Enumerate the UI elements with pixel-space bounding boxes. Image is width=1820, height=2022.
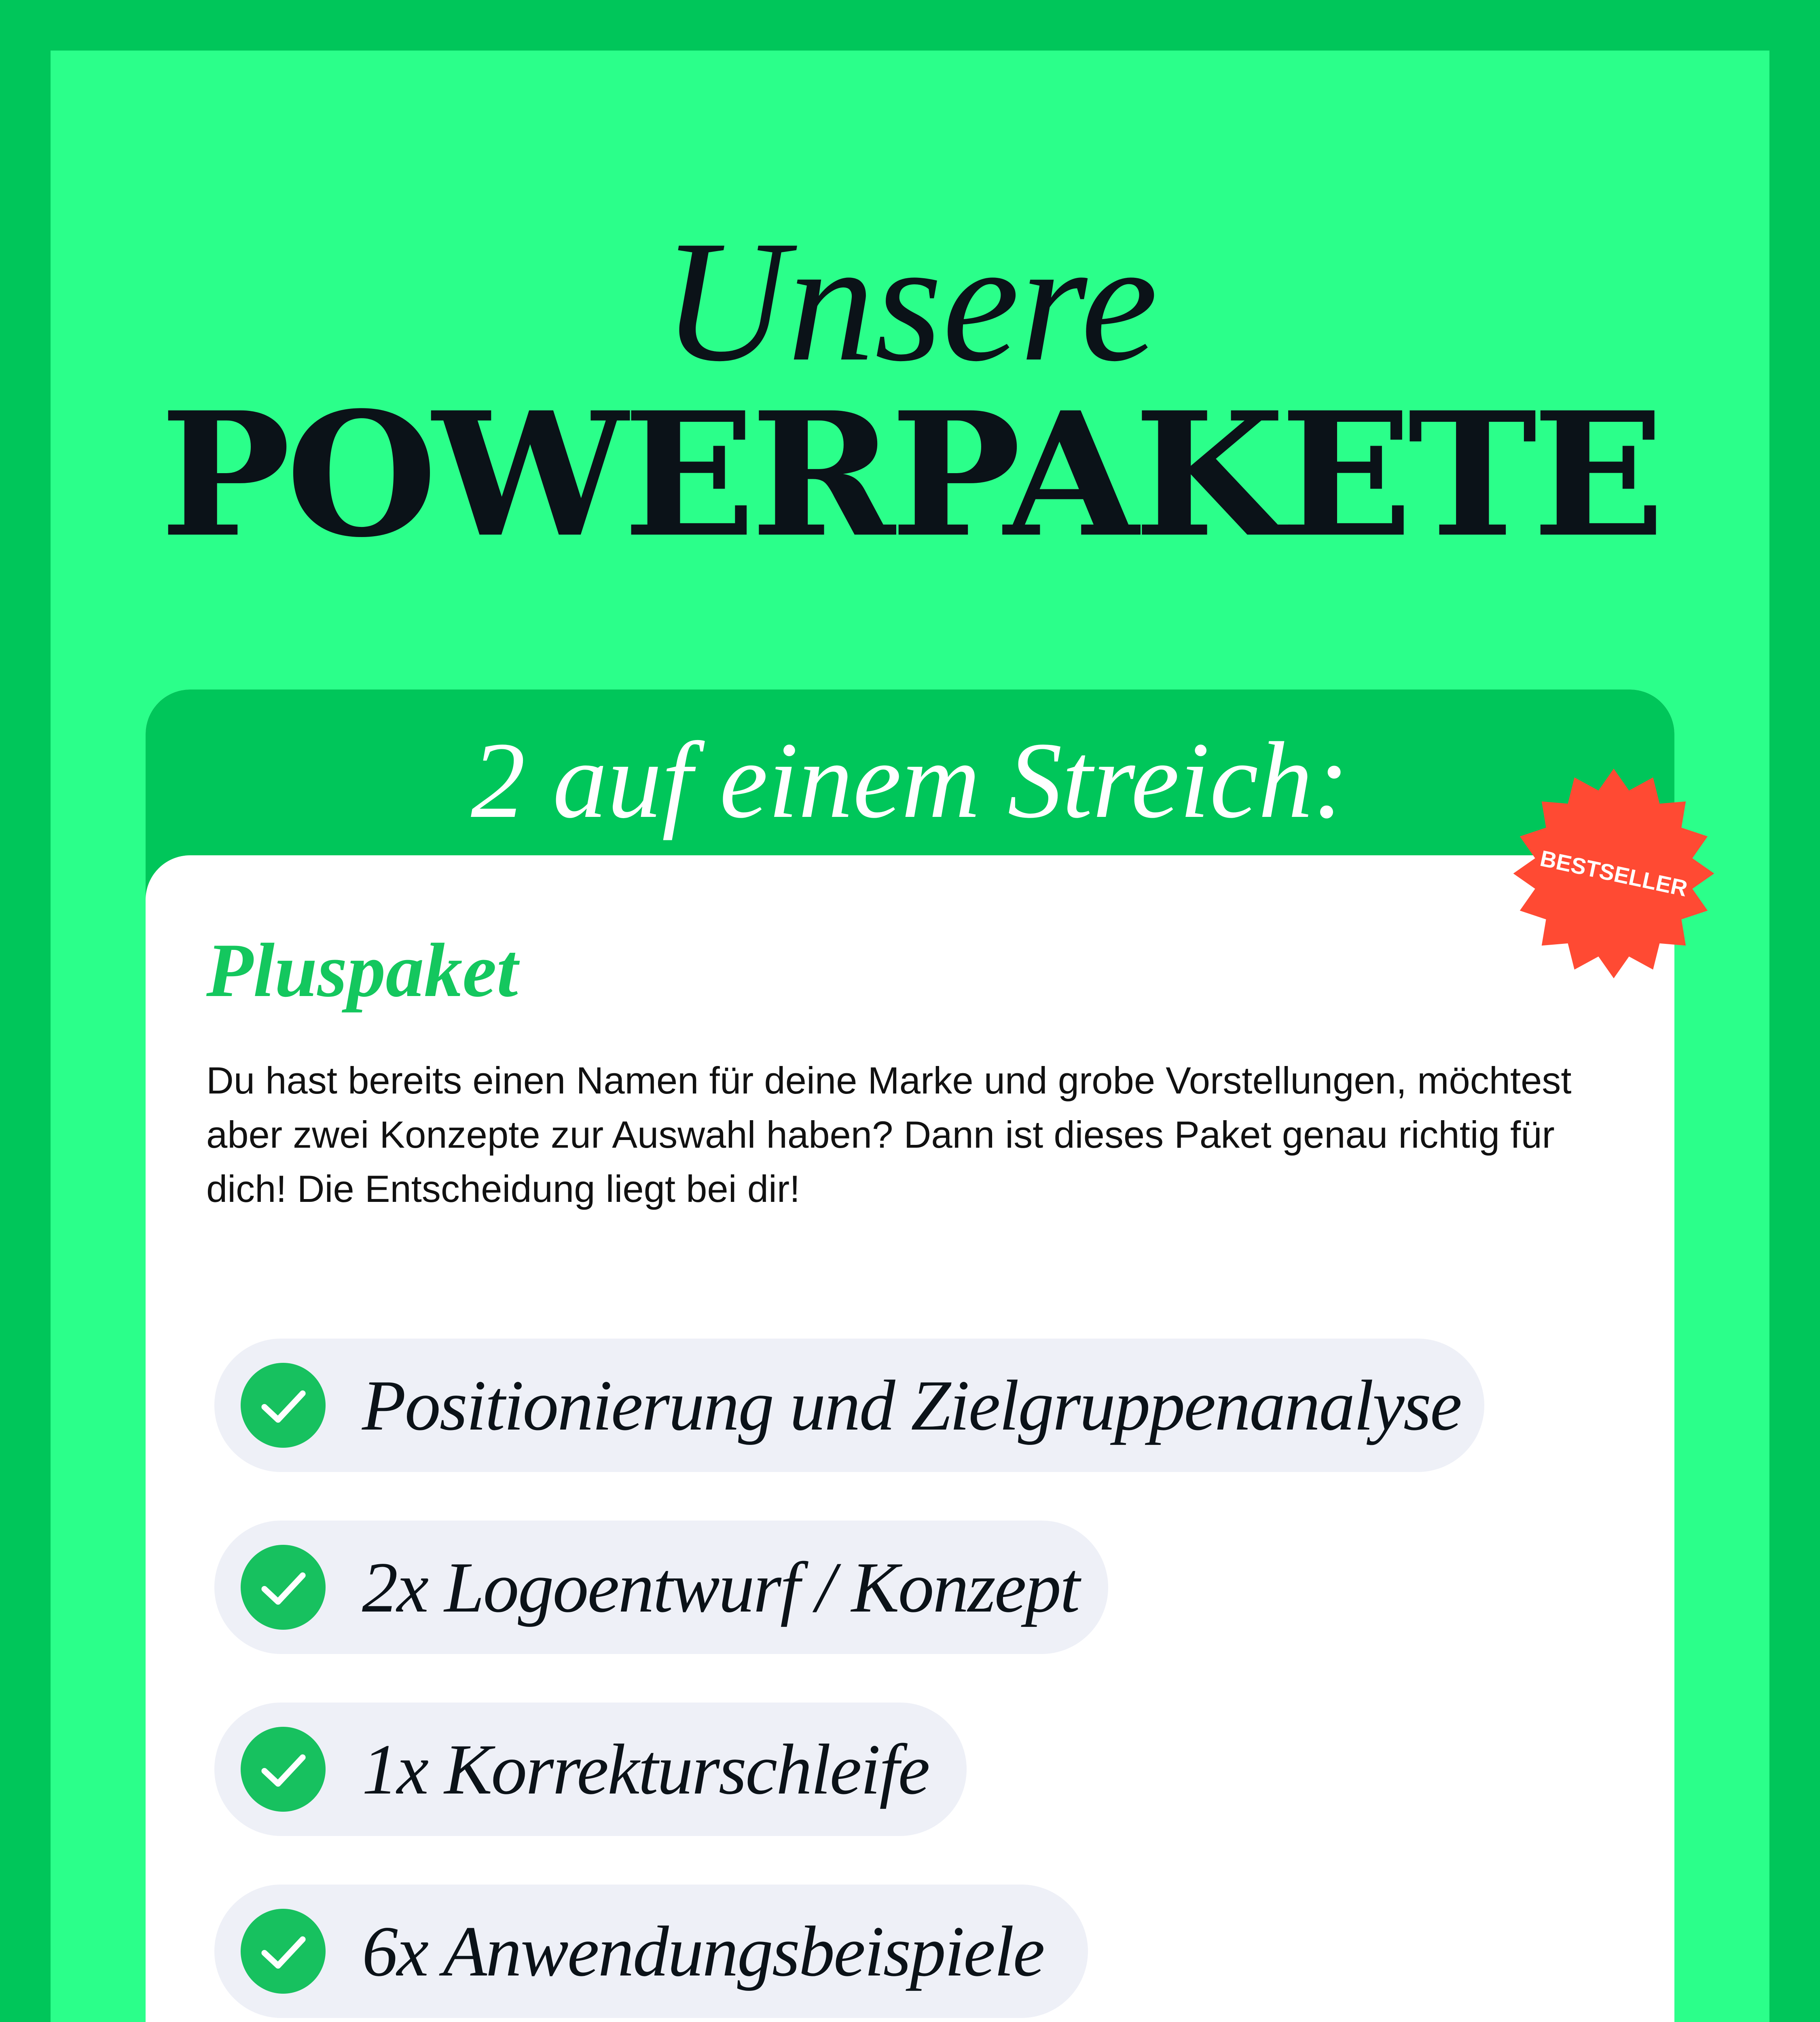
feature-label: 1x Korrekturschleife: [362, 1729, 929, 1809]
bestseller-badge: [1505, 764, 1723, 983]
feature-item: [214, 1703, 967, 1836]
heading-powerpakete: POWERPAKETE: [160, 375, 1660, 575]
feature-label: 6x Anwendungsbeispiele: [362, 1911, 1044, 1991]
check-circle-icon: [241, 1363, 326, 1448]
heading-unsere: Unsere: [662, 205, 1158, 398]
card-header-title: 2 auf einem Streich:: [471, 720, 1349, 841]
check-circle-icon: [241, 1909, 326, 1994]
package-title: Pluspaket: [206, 928, 518, 1013]
check-circle-icon: [241, 1545, 326, 1630]
badge-label: BESTSELLER: [1538, 845, 1690, 901]
feature-label: Positionierung und Zielgruppenanalyse: [362, 1365, 1461, 1445]
feature-item: [214, 1339, 1484, 1472]
package-description: Du hast bereits einen Namen für deine Marke und grobe Vorstellungen, möchtest aber zwei Konzepte zur Auswahl haben? Dann ist dieses Paket genau richtig für dich! Die Entscheidung liegt bei dir!: [206, 1059, 1572, 1210]
feature-item: [214, 1521, 1108, 1654]
feature-item: [214, 1885, 1088, 2018]
feature-label: 2x Logoentwurf / Konzept: [362, 1547, 1079, 1627]
check-circle-icon: [241, 1727, 326, 1812]
